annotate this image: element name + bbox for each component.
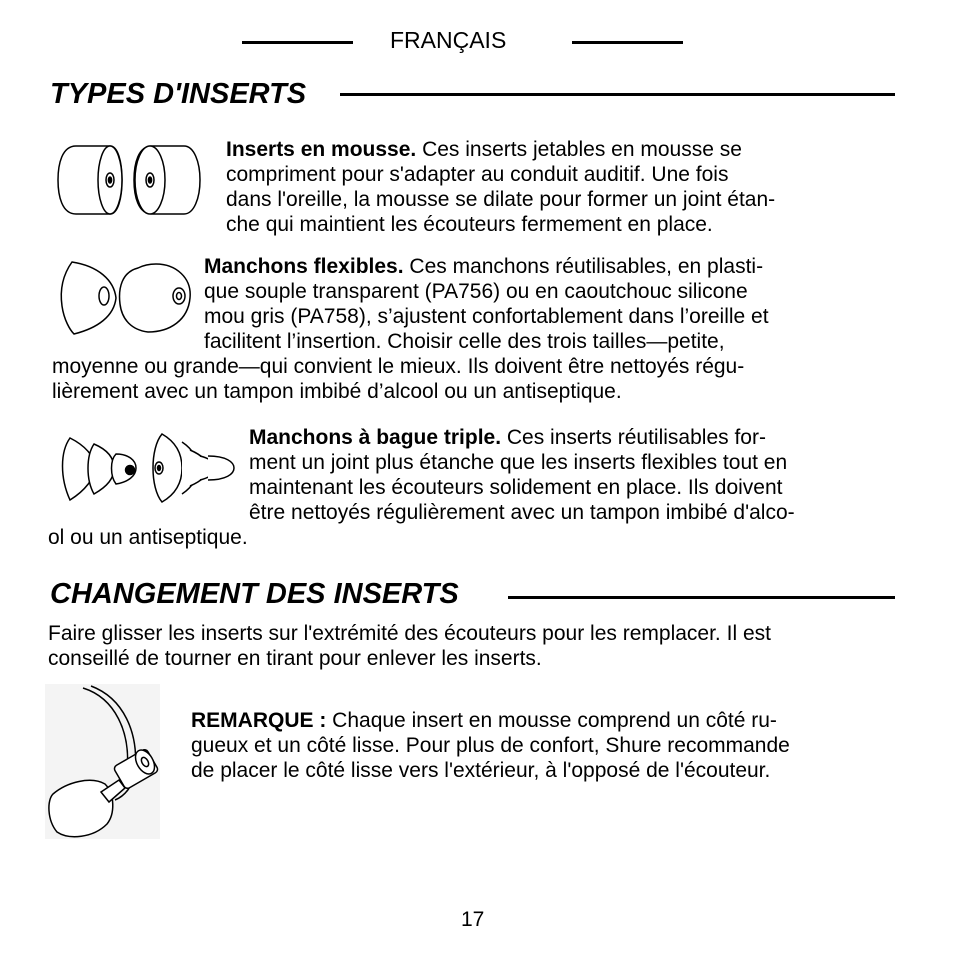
- flex-sleeves-illustration: [58, 258, 198, 338]
- triple-title: Manchons à bague triple.: [249, 426, 502, 449]
- foam-line-1: [226, 137, 775, 162]
- section-title-rule: [340, 93, 895, 96]
- note-text: Chaque insert en mousse comprend un côté ru-: [326, 709, 777, 732]
- section-title-changement: CHANGEMENT DES INSERTS: [50, 578, 459, 610]
- note-line-2: gueux et un côté lisse. Pour plus de confort, Shure recommande: [191, 734, 790, 757]
- flex-paragraph-top: [204, 254, 769, 354]
- flex-line-1: [204, 254, 769, 279]
- triple-text: Ces inserts réutilisables for-: [501, 426, 766, 449]
- note-line-1: [191, 708, 790, 733]
- foam-text: Ces inserts jetables en mousse se: [416, 138, 742, 161]
- flex-line-2: que souple transparent (PA756) ou en caoutchouc silicone: [204, 280, 748, 303]
- flex-line-3: mou gris (PA758), s’ajustent confortablement dans l’oreille et: [204, 305, 769, 328]
- triple-flange-illustration: [58, 428, 238, 508]
- language-label: FRANÇAIS: [390, 27, 507, 53]
- triple-paragraph-top: [249, 425, 795, 525]
- flex-text: Ces manchons réutilisables, en plasti-: [403, 255, 764, 278]
- flex-line-6: lièrement avec un tampon imbibé d’alcool ou un antiseptique.: [52, 380, 622, 403]
- flex-line-5: moyenne ou grande—qui convient le mieux. Ils doivent être nettoyés régu-: [52, 355, 745, 378]
- note-line-3: de placer le côté lisse vers l'extérieur, à l'opposé de l'écouteur.: [191, 759, 771, 782]
- triple-line-4: être nettoyés régulièrement avec un tampon imbibé d'alco-: [249, 501, 795, 524]
- triple-line-1: [249, 425, 795, 450]
- changement-paragraph: [48, 621, 771, 671]
- page-number: 17: [461, 908, 485, 931]
- foam-paragraph: [226, 137, 775, 237]
- changement-line-1: Faire glisser les inserts sur l'extrémité des écouteurs pour les remplacer. Il est: [48, 622, 771, 645]
- section-title-types: TYPES D'INSERTS: [50, 78, 307, 110]
- foam-inserts-illustration: [56, 140, 206, 220]
- note-label: REMARQUE :: [191, 709, 327, 732]
- flex-line-4: facilitent l’insertion. Choisir celle des trois tailles—petite,: [204, 330, 725, 353]
- foam-line-3: dans l'oreille, la mousse se dilate pour former un joint étan-: [226, 188, 776, 211]
- header-rule-left: [242, 41, 353, 44]
- triple-paragraph-bottom: [48, 525, 248, 550]
- triple-line-5: ol ou un antiseptique.: [48, 526, 248, 549]
- flex-title: Manchons flexibles.: [204, 255, 404, 278]
- triple-line-3: maintenant les écouteurs solidement en place. Ils doivent: [249, 476, 783, 499]
- note-paragraph: [191, 708, 790, 783]
- foam-line-4: che qui maintient les écouteurs fermement en place.: [226, 213, 713, 236]
- changement-line-2: conseillé de tourner en tirant pour enlever les inserts.: [48, 647, 542, 670]
- earphone-illustration: [45, 684, 160, 839]
- foam-line-2: compriment pour s'adapter au conduit auditif. Une fois: [226, 163, 729, 186]
- section2-title-rule: [508, 596, 895, 599]
- header-rule-right: [572, 41, 683, 44]
- triple-line-2: ment un joint plus étanche que les inserts flexibles tout en: [249, 451, 788, 474]
- flex-paragraph-bottom: [52, 354, 744, 404]
- foam-title: Inserts en mousse.: [226, 138, 417, 161]
